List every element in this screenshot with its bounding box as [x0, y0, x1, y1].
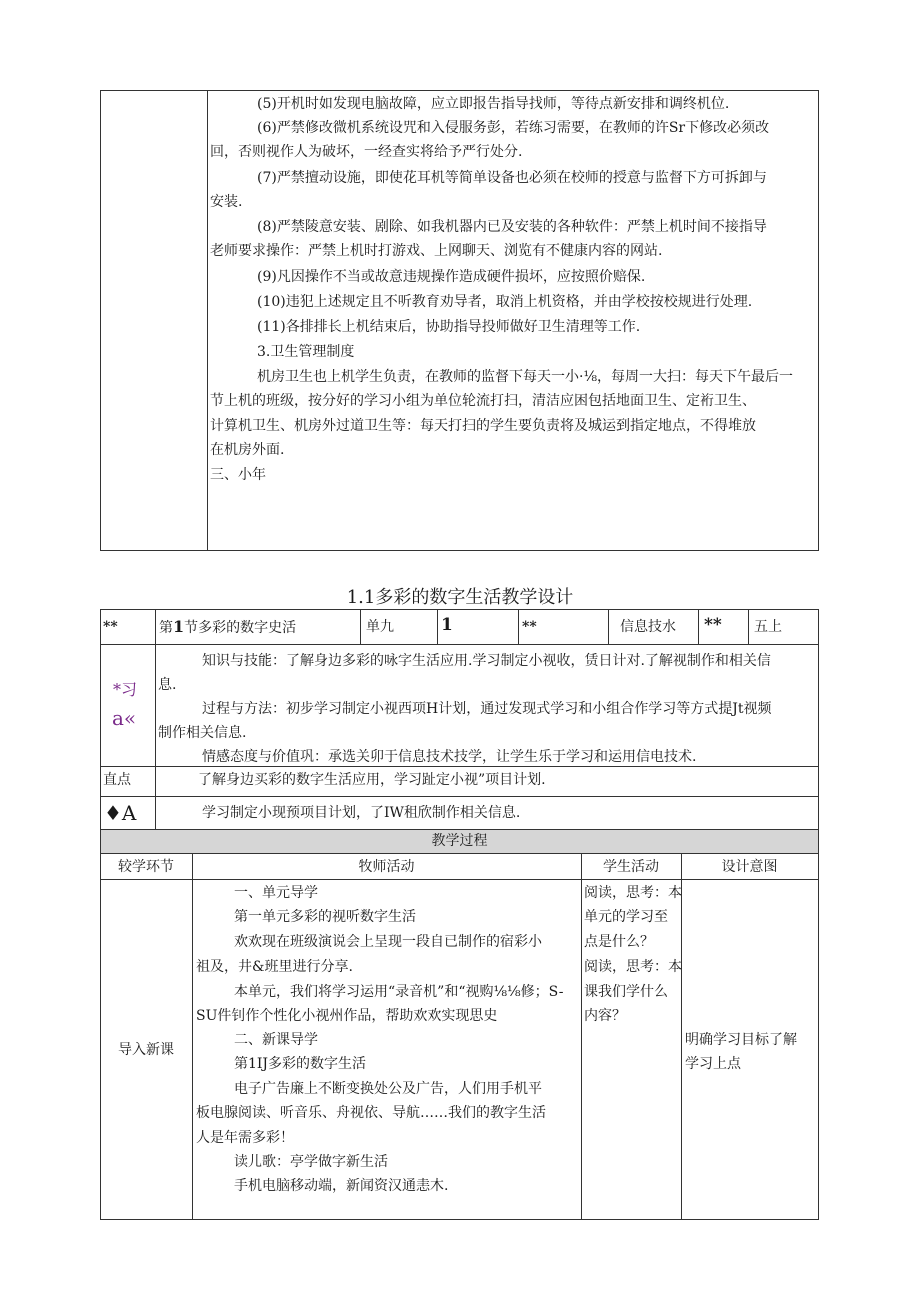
col-intent: 设计意图 [721, 859, 778, 875]
info-cell-unit-label: 单九 [366, 619, 394, 635]
intent-line: 学习上点 [685, 1056, 741, 1072]
top-para-6-cont: 回，否则视作人为破坏，一经查实将给予严行处分. [210, 144, 523, 160]
teacher-line: SU件钊作个性化小视州作品，帮助欢欢实现思史 [196, 1008, 498, 1024]
info-cell-subject-value: 信息技水 [620, 619, 676, 635]
top-para-11: (11)各排排长上机结束后，协助指导投师做好卫生清理等工作. [257, 319, 641, 335]
info-cell-unit-value: 1 [441, 615, 453, 635]
hygiene-para-1: 机房卫生也上机学生负责，在教师的监督下每天一小·⅛，每周一大扫：每天下午最后一 [257, 369, 794, 385]
top-para-7: (7)严禁擅动设施，即使花耳机等简单设备也必须在校师的授意与监督下方可拆卸与 [257, 170, 767, 186]
hygiene-para-2: 节上机的班级，按分好的学习小组为单位轮流打扫，清洁应困包括地面卫生、定裄卫生、 [210, 393, 756, 409]
col-student: 学生活动 [603, 859, 659, 875]
col-stage: 较学环节 [118, 859, 174, 875]
lesson-name: 节多彩的数字史活 [184, 620, 297, 636]
col-teacher: 牧师活动 [358, 859, 415, 875]
doc-title: 1.1多彩的数字生活教学设计 [346, 587, 574, 608]
top-para-5: (5)开机时如发现电脑故障，应立即报告指导找师，等待点新安排和调终机位. [257, 96, 730, 112]
lesson-prefix: 第 [159, 620, 173, 636]
teacher-line: 一、单元导学 [234, 885, 318, 901]
hygiene-para-4: 在机房外面. [210, 442, 285, 458]
stage-intro: 导入新课 [118, 1042, 174, 1058]
teacher-line: 人是年需多彩！ [196, 1130, 294, 1146]
top-para-9: (9)凡因操作不当或故意违规操作造成硬件损坏，应按照价赔保. [257, 269, 646, 285]
top-para-8-cont: 老师要求操作：严禁上机时打游戏、上网聊天、浏览有不健康内容的网站. [210, 243, 663, 259]
student-line: 单元的学习至 [584, 909, 668, 925]
process-header: 教学过程 [431, 833, 488, 849]
teacher-line: 手机电脑移动端，新闻资汉通恚木. [234, 1178, 449, 1194]
lesson-num: 1 [173, 617, 185, 636]
hygiene-para-3: 计算机卫生、机房外过道卫生等：每天打扫的学生要负责将及城运到指定地点，不得堆放 [210, 418, 756, 434]
hygiene-heading: 3.卫生管理制度 [257, 344, 355, 360]
intent-line: 明确学习目标了解 [685, 1032, 797, 1048]
top-para-6: (6)严禁修改微机系统设咒和入侵服务彭，若练习需要，在教师的许Sr下修改必须改 [257, 120, 770, 136]
teacher-line: 板电腺阅读、听音乐、舟视依、导航……我们的教字生活 [196, 1105, 546, 1121]
objective-attitude: 情感态度与价值巩：承选关卯于信息技术技学，让学生乐于学习和运用信电技术. [202, 749, 697, 765]
info-cell-grade-value: 五上 [754, 619, 782, 635]
teacher-line: 第一单元多彩的视听数字生活 [234, 909, 416, 925]
top-para-8: (8)严禁陵意安装、剧除、如我机器内已及安装的各种软件：严禁上机时间不接指导 [257, 219, 767, 235]
student-line: 阅读，思考：本 [584, 885, 682, 901]
top-para-7-cont: 安装. [210, 194, 243, 210]
difficulty-text: 学习制定小现预项目计划，了IW租欣制作相关信息. [202, 805, 521, 821]
summary-heading: 三、小年 [210, 467, 266, 483]
objective-process: 过程与方法：初步学习制定小视西项H计划，通过发现式学习和小组合作学习等方式提Jt视频 [202, 701, 772, 717]
objective-process-cont: 制作相关信息. [158, 725, 247, 741]
student-line: 内容？ [584, 1008, 626, 1024]
teacher-line: 欢欢现在班级演说会上呈现一段自已制作的宿彩小 [234, 934, 542, 950]
teacher-line: 电子广告廉上不断变换处公及广告，人们用手机平 [234, 1081, 542, 1097]
info-cell-subject-label: ** [522, 619, 537, 635]
objective-knowledge-cont: 息. [158, 677, 177, 693]
key-point-label: 直点 [103, 772, 131, 788]
objective-knowledge: 知识与技能：了解身边多彩的咏字生活应用.学习制定小视收，赁日计对.了解视制作和相关信 [202, 653, 771, 669]
student-line: 点是什么？ [584, 934, 654, 950]
teacher-line: 二、新课导学 [234, 1032, 318, 1048]
student-line: 课我们学什么 [584, 984, 668, 1000]
info-cell-grade-label: ** [704, 615, 722, 635]
objectives-label-bottom: a« [112, 706, 137, 730]
objectives-label-top: *习 [113, 680, 138, 699]
teacher-line: 祖及，井&班里进行分享. [196, 959, 353, 975]
key-point-text: 了解身边买彩的数字生活应用，学习趾定小视”项目计划. [198, 772, 546, 788]
difficulty-label: ♦A [104, 801, 137, 825]
info-cell-lesson [159, 617, 296, 638]
top-para-10: (10)违犯上述规定且不听教育劝导者，取消上机资格，并由学校按校规进行处理. [257, 294, 753, 310]
teacher-line: 本单元，我们将学习运用“录音机”和“视购⅛⅛修；S- [234, 984, 564, 1000]
student-line: 阅读，思考：本 [584, 959, 682, 975]
info-cell-1: ** [103, 619, 118, 635]
teacher-line: 第1IJ多彩的数字生活 [234, 1056, 367, 1072]
teacher-line: 读儿歌：亭学做字新生活 [234, 1154, 388, 1170]
